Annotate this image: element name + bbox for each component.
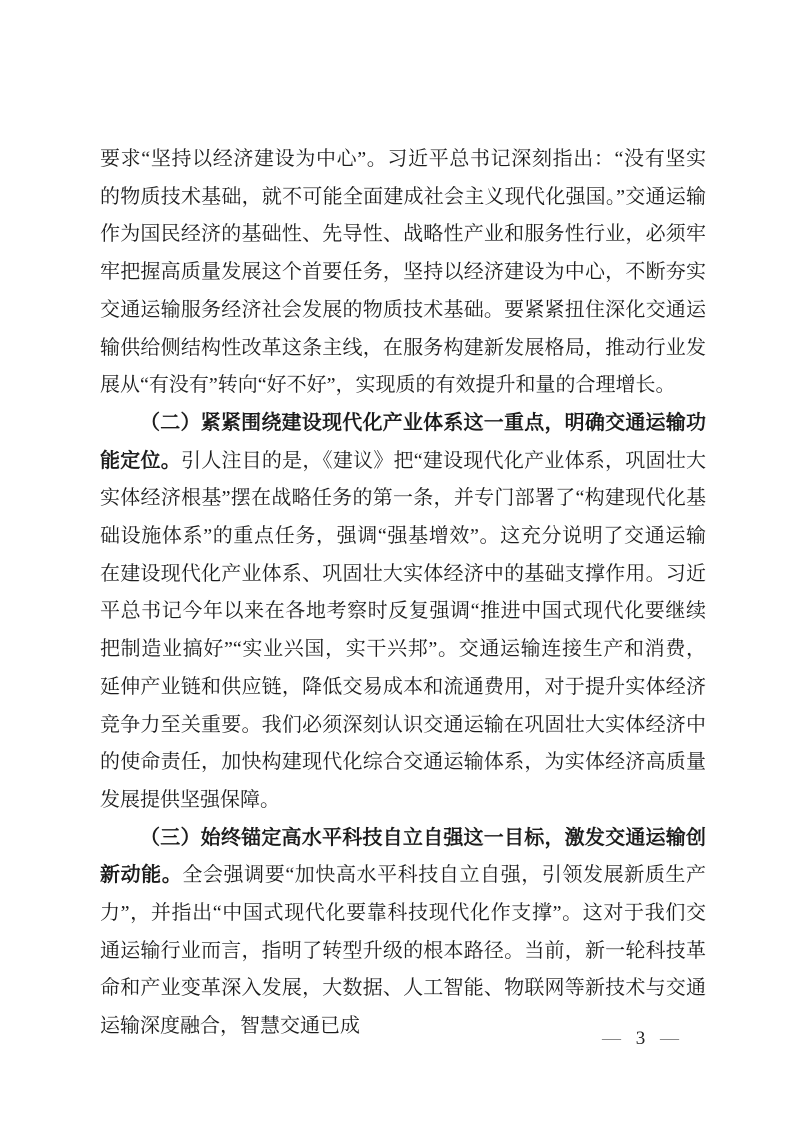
paragraph-section-2: [100, 405, 706, 820]
section-heading: （三）始终锚定高水平科技自立自强这一目标，激发交通运输创新动能。: [100, 826, 706, 887]
page-number-left-dash: —: [602, 1028, 623, 1049]
body-text-segment: 要求“坚持以经济建设为中心”。习近平总书记深刻指出：“没有坚实的物质技术基础，就不可能全面建成社会主义现代化强国。”交通运输作为国民经济的基础性、先导性、战略性产业和服务性行业，必须牢牢把握高质量发展这个首要任务，坚持以经济建设为中心，不断夯实交通运输服务经济社会发展的物质技术基础。要紧紧扭住深化交通运输供给侧结构性改革这条主线，在服务构建新发展格局，推动行业发展从“有没有”转向“好不好”，实现质的有效提升和量的合理增长。: [100, 148, 706, 397]
document-body: [100, 141, 706, 1046]
body-text-segment: 引人注目的是，《建议》把“建设现代化产业体系，巩固壮大实体经济根基”摆在战略任务的第一条，并专门部署了“构建现代化基础设施体系”的重点任务，强调“强基增效”。这充分说明了交通运输在建设现代化产业体系、巩固壮大实体经济中的基础支撑作用。习近平总书记今年以来在各地考察时反复强调“推进中国式现代化要继续把制造业搞好”“实业兴国，实干兴邦”。交通运输连接生产和消费，延伸产业链和供应链，降低交易成本和流通费用，对于提升实体经济竞争力至关重要。我们必须深刻认识交通运输在巩固壮大实体经济中的使命责任，加快构建现代化综合交通运输体系，为实体经济高质量发展提供坚强保障。: [100, 449, 706, 811]
paragraph-continuation: [100, 141, 706, 405]
page-number: [598, 1028, 685, 1050]
section-heading: （二）紧紧围绕建设现代化产业体系这一重点，明确交通运输功能定位。: [100, 411, 706, 472]
body-text-segment: 全会强调要“加快高水平科技自立自强，引领发展新质生产力”，并指出“中国式现代化要靠科技现代化作支撑”。这对于我们交通运输行业而言，指明了转型升级的根本路径。当前，新一轮科技革命和产业变革深入发展，大数据、人工智能、物联网等新技术与交通运输深度融合，智慧交通已成: [100, 864, 707, 1038]
page-number-value: 3: [635, 1028, 648, 1049]
paragraph-section-3: [100, 820, 706, 1046]
page-number-right-dash: —: [660, 1028, 681, 1049]
